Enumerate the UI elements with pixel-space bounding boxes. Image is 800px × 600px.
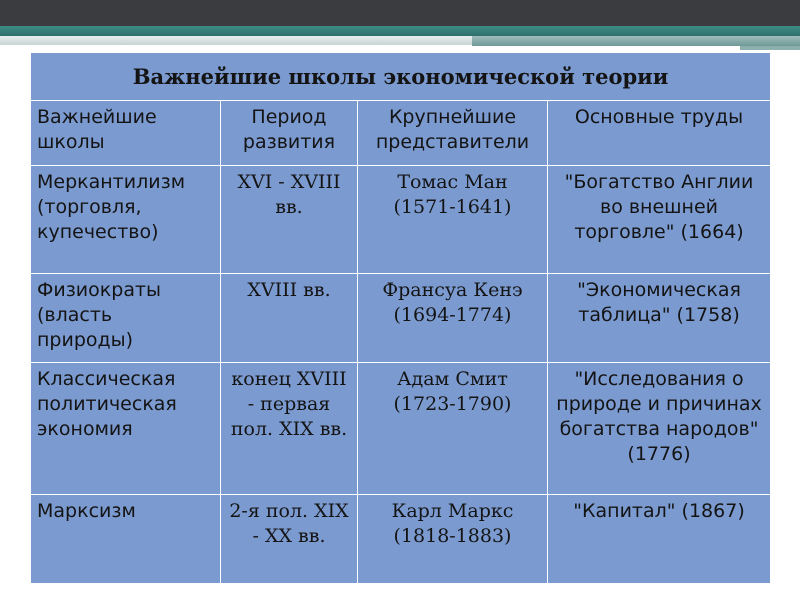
cell-period: конец XVIII - первая пол. XIX вв. [221,362,358,494]
table-row [31,362,771,494]
cell-representative: Адам Смит (1723-1790) [358,362,548,494]
header-works: Основные труды [548,101,771,165]
cell-period: 2-я пол. XIX - XX вв. [221,494,358,583]
slide-divider-accent [740,46,800,50]
economic-schools-table [30,52,771,584]
cell-work: "Богатство Англии во внешней торговле" (1664) [548,165,771,273]
cell-work: "Исследования о природе и причинах богатства народов" (1776) [548,362,771,494]
cell-work: "Экономическая таблица" (1758) [548,273,771,362]
cell-period: XVIII вв. [221,273,358,362]
cell-work: "Капитал" (1867) [548,494,771,583]
header-representatives: Крупнейшие представители [358,101,548,165]
cell-school: Физиократы (власть природы) [31,273,221,362]
cell-school: Классическая политическая экономия [31,362,221,494]
slide-divider-left [0,36,472,45]
cell-representative: Томас Ман (1571-1641) [358,165,548,273]
header-period: Период развития [221,101,358,165]
cell-school: Марксизм [31,494,221,583]
table-row [31,273,771,362]
cell-representative: Карл Маркс (1818-1883) [358,494,548,583]
header-school: Важнейшие школы [31,101,221,165]
table-header-row [31,101,771,165]
slide-header-bar [0,0,800,26]
cell-period: XVI - XVIII вв. [221,165,358,273]
table-title: Важнейшие школы экономической теории [31,53,771,101]
cell-school: Меркантилизм (торговля, купечество) [31,165,221,273]
slide-accent-bar [0,26,800,36]
table-row [31,165,771,273]
slide-divider-right [472,36,800,46]
cell-representative: Франсуа Кенэ (1694-1774) [358,273,548,362]
table-row [31,494,771,583]
